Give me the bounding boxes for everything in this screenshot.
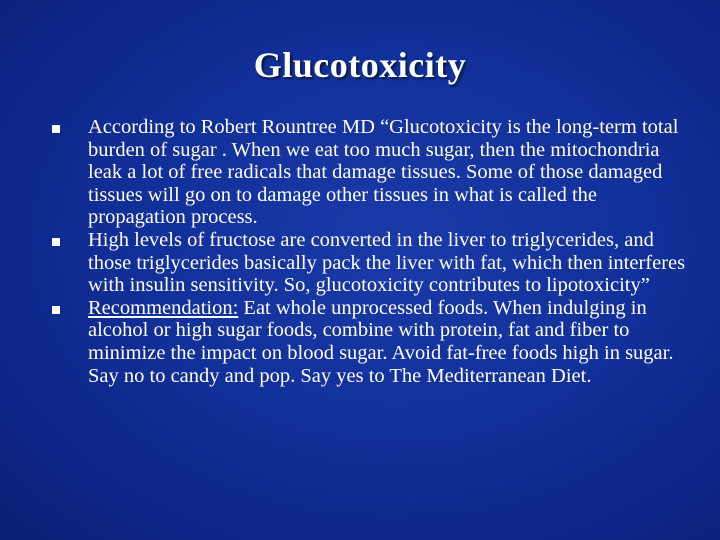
bullet-item [50,116,690,229]
square-bullet-icon [52,238,60,246]
square-bullet-icon [52,125,60,133]
bullet-list [50,116,690,387]
bullet-text: According to Robert Rountree MD “Glucotoxicity is the long-term total burden of sugar . When we eat too much sugar, then the mitochondria leak a lot of free radicals that damage tissues. Some of those damaged tissues will go on to damage other tissues in what is called the propagation process. [88,116,679,229]
bullet-item [50,229,690,297]
slide-title: Glucotoxicity [253,45,467,85]
square-bullet-icon [52,306,60,314]
bullet-item [50,297,690,387]
recommendation-label: Recommendation: [88,296,239,319]
bullet-text: High levels of fructose are converted in the liver to triglycerides, and those triglycerides basically pack the liver with fat, which then interferes with insulin sensitivity. So, glucotoxicity contributes to lipotoxicity” [88,228,686,297]
bullet-text: Eat whole unprocessed foods. When indulging in alcohol or high sugar foods, combine with protein, fat and fiber to minimize the impact on blood sugar. Avoid fat-free foods high in sugar. Say no to candy and pop. Say yes to The Mediterranean Diet. [88,296,674,387]
